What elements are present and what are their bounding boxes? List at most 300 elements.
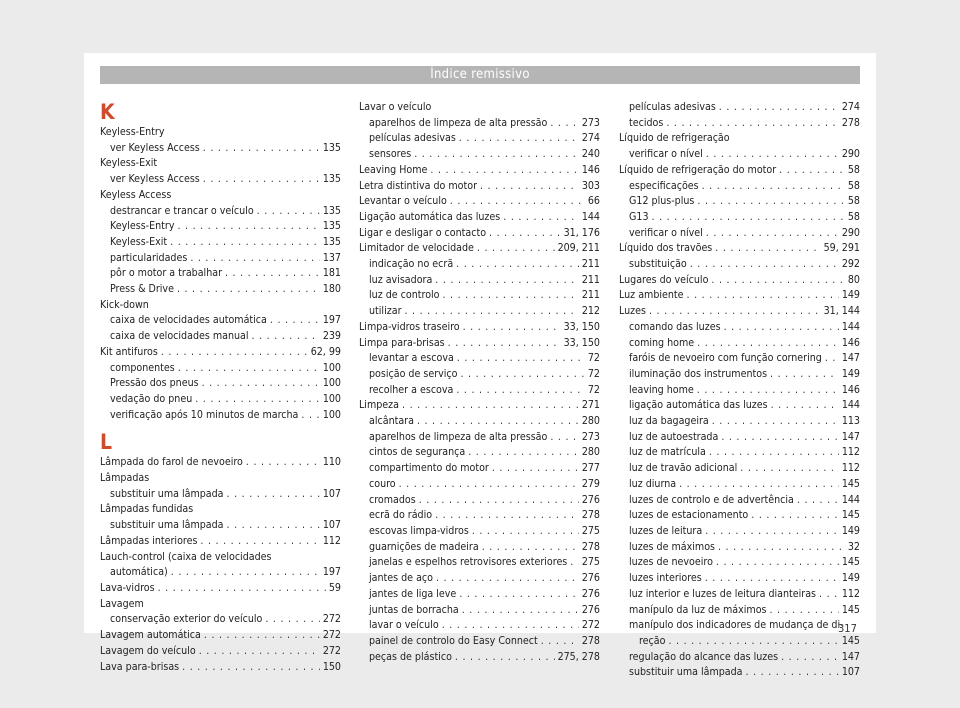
index-subentry [359,587,600,603]
entry-term: iluminação dos instrumentos [629,367,768,380]
entry-term: luzes de controlo e de advertência [629,493,794,506]
index-entry [619,241,860,257]
entry-pages: 144 [841,320,860,333]
dot-leader [668,634,838,650]
entry-pages: 144 [841,493,860,506]
entry-pages: 112 [841,446,860,459]
entry-term: Líquido de refrigeração do motor [619,163,777,176]
entry-pages: 58 [847,179,860,192]
index-heading: Lâmpadas fundidas [100,503,194,516]
index-subentry [619,100,860,116]
entry-term: luzes de leitura [629,524,703,537]
dot-leader [711,273,844,289]
index-entry [359,179,600,195]
dot-leader [170,235,320,251]
index-subentry [619,634,860,650]
index-subentry [359,288,600,304]
index-subentry [100,329,341,345]
index-subentry [619,540,860,556]
dot-leader [402,398,579,414]
dot-leader [746,665,839,681]
index-subentry [359,477,600,493]
index-subentry [619,524,860,540]
dot-leader [706,226,839,242]
dot-leader [715,241,820,257]
dot-leader [190,251,320,267]
entry-term: Lava-vidros [100,581,155,594]
index-subentry [100,487,341,503]
index-subentry [619,587,860,603]
entry-pages: 212 [581,305,600,318]
index-entry [619,288,860,304]
dot-leader [459,131,579,147]
entry-term: luz da bagageira [629,415,709,428]
index-subentry [359,524,600,540]
index-entry [100,581,341,597]
index-subentry-heading: manípulo dos indicadores de mudança de di- [629,619,844,632]
dot-leader [492,461,579,477]
entry-pages: 271 [581,399,600,412]
dot-leader [430,163,578,179]
entry-pages: 112 [841,587,860,600]
index-subentry [100,235,341,251]
index-subentry [100,141,341,157]
dot-leader [468,445,579,461]
entry-pages: 277 [581,462,600,475]
entry-term: aparelhos de limpeza de alta pressão [369,116,548,129]
entry-term: Lâmpadas interiores [100,534,198,547]
entry-pages: 149 [841,367,860,380]
index-subentry [100,251,341,267]
entry-pages: 211 [581,273,600,286]
entry-pages: 58 [847,163,860,176]
entry-term: janelas e espelhos retrovisores exteriores [369,556,568,569]
dot-leader [448,336,561,352]
index-heading: Lauch-control (caixa de velocidades [100,550,272,563]
index-subentry [100,219,341,235]
index-subentry [359,116,600,132]
dot-leader [459,587,579,603]
dot-leader [819,587,839,603]
index-heading: Lavar o veículo [359,101,432,113]
index-entry [100,628,341,644]
entry-term: luz de travão adicional [629,462,738,475]
index-subentry [359,257,600,273]
entry-pages: 290 [841,148,860,161]
dot-leader [570,555,579,571]
dot-leader [177,282,320,298]
dot-leader [435,508,579,524]
entry-pages: 107 [322,487,341,500]
index-entry [100,534,341,550]
entry-term: luz de autoestrada [629,430,719,443]
entry-pages: 273 [581,116,600,129]
entry-pages: 280 [581,446,600,459]
entry-pages: 145 [841,634,860,647]
entry-term: verificar o nível [629,226,703,239]
index-entry [359,210,600,226]
index-subentry [100,408,341,424]
dot-leader [489,226,561,242]
entry-term: luz interior e luzes de leitura dianteiras [629,587,817,600]
entry-pages: 209, 211 [557,242,600,255]
index-subentry [359,618,600,634]
index-column-3 [619,100,860,681]
entry-term: juntas de borracha [369,603,459,616]
entry-pages: 72 [587,383,600,396]
entry-pages: 272 [322,644,341,657]
entry-pages: 32 [847,540,860,553]
entry-term: destrancar e trancar o veículo [110,204,254,217]
entry-term: painel de controlo do Easy Connect [369,634,538,647]
entry-pages: 180 [322,283,341,296]
dot-leader [203,172,320,188]
entry-term: luzes de estacionamento [629,509,749,522]
index-subentry [619,147,860,163]
entry-term: Ligação automática das luzes [359,210,501,223]
entry-term: Letra distintiva do motor [359,179,477,192]
index-subentry [359,650,600,666]
entry-pages: 72 [587,352,600,365]
dot-leader [687,288,839,304]
entry-pages: 31, 144 [823,305,860,318]
index-subentry [359,147,600,163]
entry-pages: 276 [581,603,600,616]
dot-leader [679,477,839,493]
entry-term: ver Keyless Access [110,173,200,186]
entry-term: leaving home [629,383,694,396]
index-heading: Lâmpadas [100,472,150,485]
dot-leader [225,266,320,282]
dot-leader [443,288,579,304]
dot-leader [770,603,839,619]
entry-pages: 278 [581,634,600,647]
entry-term: películas adesivas [369,132,456,145]
entry-term: Limpa-vidros traseiro [359,320,460,333]
entry-term: luz de matrícula [629,446,706,459]
entry-term: indicação no ecrã [369,258,454,271]
entry-pages: 147 [841,352,860,365]
dot-leader [666,116,838,132]
dot-leader [301,408,319,424]
entry-pages: 33, 150 [563,320,600,333]
dot-leader [721,430,838,446]
dot-leader [719,100,839,116]
dot-leader [779,163,845,179]
index-column-1 [100,100,341,675]
index-heading: Kick-down [100,298,149,311]
entry-term: levantar a escova [369,352,454,365]
entry-term: luz avisadora [369,273,433,286]
index-subentry [619,179,860,195]
entry-pages: 279 [581,477,600,490]
index-subentry [100,282,341,298]
index-subentry [359,383,600,399]
dot-leader [195,392,320,408]
dot-leader [460,367,584,383]
dot-leader [158,581,326,597]
entry-term: componentes [110,361,175,374]
entry-term: recolher a escova [369,383,454,396]
entry-term: G13 [629,210,649,223]
dot-leader [724,320,839,336]
entry-term: Kit antifuros [100,345,158,358]
dot-leader [550,430,578,446]
index-subentry [619,650,860,666]
dot-leader [652,210,845,226]
entry-term: Lavagem automática [100,629,201,642]
dot-leader [462,603,579,619]
entry-term: conservação exterior do veículo [110,613,263,626]
dot-leader [203,141,320,157]
index-subentry [100,376,341,392]
entry-pages: 278 [581,540,600,553]
index-subentry [359,508,600,524]
dot-leader [265,612,319,628]
dot-leader [550,116,578,132]
entry-pages: 107 [322,519,341,532]
dot-leader [419,493,579,509]
index-subentry [359,634,600,650]
index-subentry [359,414,600,430]
index-subentry [619,116,860,132]
entry-term: caixa de velocidades automática [110,314,267,327]
entry-term: vedação do pneu [110,392,193,405]
index-subentry [100,392,341,408]
entry-term: lavar o veículo [369,619,439,632]
entry-pages: 275 [581,524,600,537]
entry-term: pôr o motor a trabalhar [110,267,222,280]
index-subentry [359,430,600,446]
index-entry [100,644,341,660]
entry-term: faróis de nevoeiro com função cornering [629,352,822,365]
entry-pages: 100 [322,408,341,421]
index-heading: Keyless Access [100,188,172,201]
entry-term: Press & Drive [110,283,174,296]
entry-term: Keyless-Exit [110,235,168,248]
dot-leader [204,628,320,644]
entry-pages: 66 [587,195,600,208]
entry-term: alcântara [369,415,414,428]
dot-leader [200,534,319,550]
index-subentry [100,361,341,377]
index-subentry [619,383,860,399]
dot-leader [697,383,839,399]
index-column-2 [359,100,600,665]
index-entry [619,273,860,289]
entry-term: aparelhos de limpeza de alta pressão [369,430,548,443]
entry-pages: 276 [581,587,600,600]
entry-term: Lavagem do veículo [100,644,196,657]
dot-leader [227,487,320,503]
entry-term: luzes de máximos [629,540,715,553]
index-subentry [100,266,341,282]
dot-leader [472,524,579,540]
entry-term: Ligar e desligar o contacto [359,226,487,239]
dot-leader [257,204,320,220]
entry-pages: 278 [841,116,860,129]
index-subentry [100,204,341,220]
index-entry [100,345,341,361]
entry-term: escovas limpa-vidros [369,524,469,537]
entry-term: couro [369,477,396,490]
index-subentry [619,461,860,477]
dot-leader [457,351,585,367]
dot-leader [541,634,579,650]
index-subentry [619,398,860,414]
entry-pages: 62, 99 [310,345,341,358]
index-subentry [619,445,860,461]
entry-term: cromados [369,493,416,506]
entry-pages: 149 [841,572,860,585]
entry-pages: 58 [847,210,860,223]
entry-pages: 275 [581,556,600,569]
entry-pages: 72 [587,367,600,380]
entry-term: ecrã do rádio [369,509,433,522]
entry-pages: 276 [581,572,600,585]
index-subentry [619,430,860,446]
entry-term: Lava para-brisas [100,660,180,673]
entry-term: Levantar o veículo [359,195,447,208]
entry-pages: 107 [841,666,860,679]
dot-leader [178,361,320,377]
entry-term: automática) [110,566,168,579]
dot-leader [199,644,320,660]
entry-pages: 274 [581,132,600,145]
index-subentry [619,320,860,336]
index-heading: Keyless-Exit [100,157,158,170]
entry-pages: 33, 150 [563,336,600,349]
page-number: 317 [838,622,857,635]
index-subentry [359,445,600,461]
index-entry [100,455,341,471]
dot-leader [716,555,839,571]
index-entry [619,163,860,179]
entry-pages: 58 [847,195,860,208]
entry-term: Lâmpada do farol de nevoeiro [100,456,243,469]
dot-leader [477,241,555,257]
index-entry [619,304,860,320]
entry-term: Luz ambiente [619,289,684,302]
index-subentry [619,226,860,242]
index-subentry [359,603,600,619]
index-subentry [619,508,860,524]
entry-pages: 211 [581,289,600,302]
entry-term: comando das luzes [629,320,721,333]
entry-pages: 146 [841,383,860,396]
dot-leader [246,455,320,471]
dot-leader [455,650,555,666]
entry-term: utilizar [369,305,402,318]
entry-term: ligação automática das luzes [629,399,768,412]
index-subentry [359,131,600,147]
entry-pages: 275, 278 [557,650,600,663]
dot-leader [718,540,845,556]
entry-pages: 145 [841,603,860,616]
entry-pages: 135 [322,220,341,233]
entry-term: caixa de velocidades manual [110,330,249,343]
entry-term: substituição [629,258,687,271]
entry-pages: 135 [322,173,341,186]
entry-pages: 59, 291 [823,242,860,255]
dot-leader [227,518,320,534]
entry-pages: 146 [841,336,860,349]
index-entry [359,194,600,210]
dot-leader [435,273,579,289]
dot-leader [182,660,320,676]
entry-term: verificar o nível [629,148,703,161]
dot-leader [252,329,320,345]
entry-pages: 113 [841,415,860,428]
entry-pages: 150 [322,660,341,673]
entry-term: particularidades [110,251,188,264]
entry-pages: 272 [581,619,600,632]
index-subentry [359,571,600,587]
entry-term: reção [639,634,666,647]
index-heading: Lavagem [100,597,144,610]
dot-leader [202,376,320,392]
entry-pages: 135 [322,204,341,217]
dot-leader [751,508,839,524]
entry-pages: 239 [322,330,341,343]
entry-term: regulação do alcance das luzes [629,650,779,663]
entry-pages: 272 [322,613,341,626]
index-subentry [359,461,600,477]
entry-term: substituir uma lâmpada [629,666,743,679]
entry-pages: 100 [322,377,341,390]
entry-term: Luzes [619,305,646,318]
index-subentry [359,304,600,320]
entry-pages: 303 [581,179,600,192]
dot-leader [450,194,585,210]
dot-leader [463,320,561,336]
index-subentry [619,194,860,210]
dot-leader [770,367,839,383]
index-entry [359,226,600,242]
index-subentry [619,555,860,571]
entry-pages: 149 [841,524,860,537]
entry-pages: 276 [581,493,600,506]
index-entry [359,320,600,336]
section-letter: K [100,100,115,124]
entry-term: posição de serviço [369,367,458,380]
dot-leader [456,257,579,273]
index-subentry [619,367,860,383]
entry-pages: 274 [841,101,860,113]
index-subentry [100,612,341,628]
entry-pages: 240 [581,148,600,161]
index-subentry [619,571,860,587]
entry-term: Limpa para-brisas [359,336,445,349]
dot-leader [702,179,845,195]
dot-leader [797,493,839,509]
index-subentry [100,518,341,534]
entry-term: películas adesivas [629,101,716,113]
entry-pages: 112 [322,534,341,547]
entry-term: compartimento do motor [369,462,489,475]
index-subentry [100,313,341,329]
dot-leader [442,618,579,634]
entry-term: Keyless-Entry [110,220,175,233]
dot-leader [697,194,844,210]
dot-leader [456,383,585,399]
entry-term: coming home [629,336,695,349]
dot-leader [781,650,839,666]
entry-pages: 149 [841,289,860,302]
dot-leader [705,571,839,587]
dot-leader [171,565,320,581]
entry-pages: 211 [581,258,600,271]
